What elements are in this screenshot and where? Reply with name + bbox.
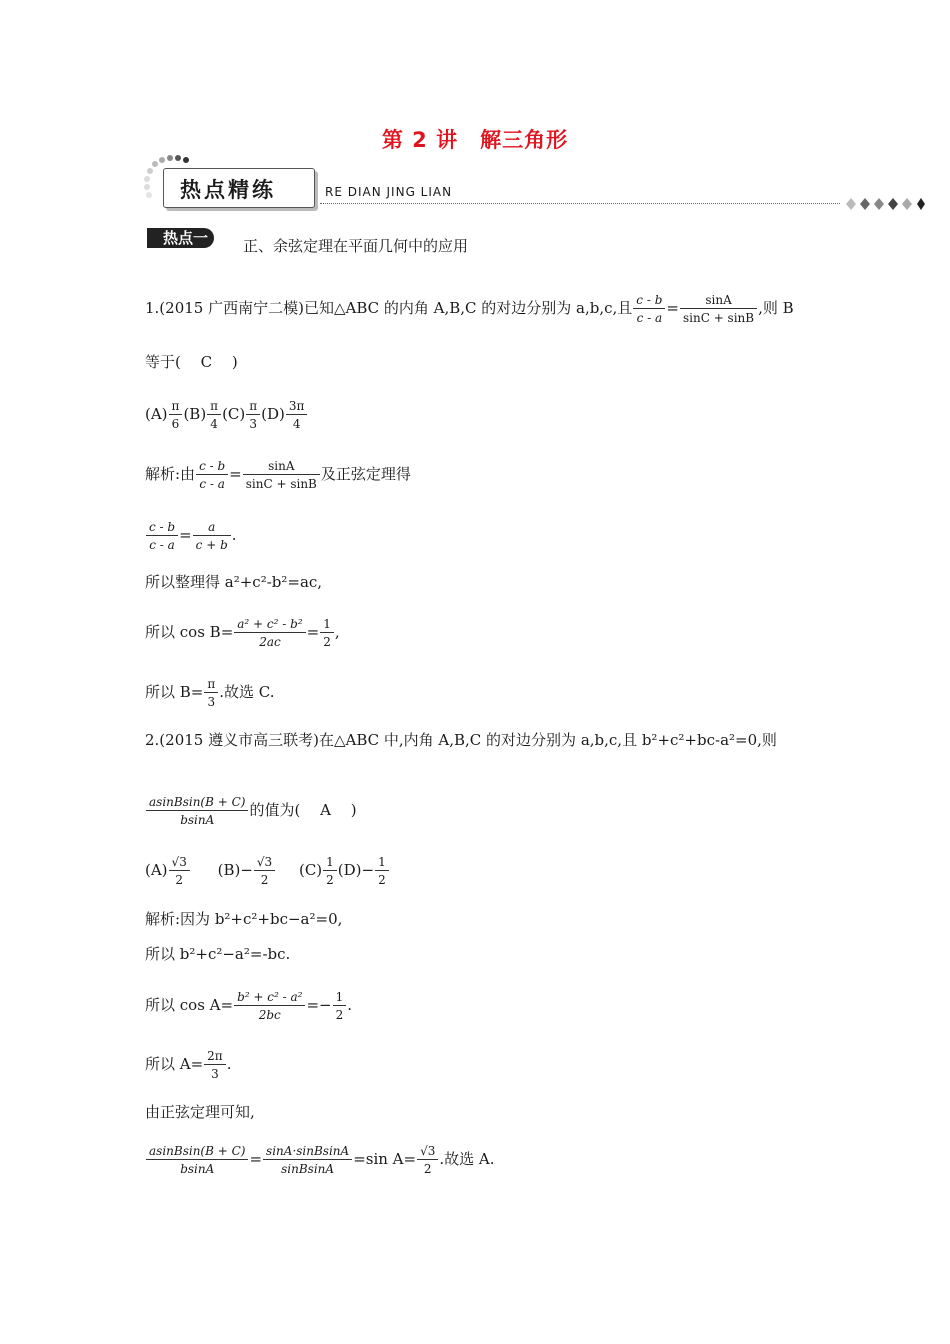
q2-solution-6: $\frac{\text{asinBsin(B + C)}}{bsinA}$ = $\frac{\text{sinA·sinBsinA}}{\text{sinBsinA}}$ =sin A= $\frac{√3}{2}$ .故选 A.	[145, 1144, 495, 1176]
q2-options: (A) $\frac{√3}{2}$ (B)− $\frac{√3}{2}$ (C) $\frac{1}{2}$ (D)− $\frac{1}{2}$	[145, 855, 390, 887]
q1-solution-2: $\frac{c - b}{c - a}$ = $\frac{a}{c + b}$ .	[145, 520, 237, 552]
q1-solution-4: 所以 cos B= $\frac{\text{a² + c² - b²}}{2ac}$ = $\frac{1}{2}$ ,	[145, 617, 340, 649]
q2-solution-1: 解析:因为 b²+c²+bc−a²=0,	[145, 910, 343, 928]
q1-options: (A) $\frac{\pi}{6}$ (B) $\frac{\pi}{4}$ (C) $\frac{\pi}{3}$ (D) $\frac{3\pi}{4}$	[145, 399, 308, 431]
page-title: 第 2 讲 解三角形	[381, 128, 569, 152]
banner-divider	[320, 203, 840, 204]
banner-pinyin: RE DIAN JING LIAN	[325, 185, 453, 199]
banner-label: 热点精练	[180, 178, 276, 202]
q2-solution-5: 由正弦定理可知,	[145, 1103, 255, 1121]
q2-stem-2: $\frac{\text{asinBsin(B + C)}}{bsinA}$ 的值为( A )	[145, 795, 357, 827]
q2-solution-3: 所以 cos A= $\frac{\text{b² + c² - a²}}{2bc}$ =− $\frac{1}{2}$ .	[145, 990, 352, 1022]
q1-solution-1: 解析:由 $\frac{c - b}{c - a}$ = $\frac{\sin A}{\sin C + \sin B}$ 及正弦定理得	[145, 459, 411, 491]
q2-solution-4: 所以 A= $\frac{2\pi}{3}$ .	[145, 1049, 232, 1081]
diamond-row-icon	[845, 197, 925, 211]
q1-solution-5: 所以 B= $\frac{\pi}{3}$ .故选 C.	[145, 677, 275, 709]
q1-solution-3: 所以整理得 a²+c²-b²=ac,	[145, 573, 323, 591]
hotspot-title: 正、余弦定理在平面几何中的应用	[243, 237, 469, 255]
q1-stem-end: 等于( C )	[145, 353, 238, 371]
q2-stem: 2.(2015 遵义市高三联考)在△ABC 中,内角 A,B,C 的对边分别为 a,b,c,且 b²+c²+bc-a²=0,则	[145, 731, 777, 749]
q2-solution-2: 所以 b²+c²−a²=-bc.	[145, 945, 291, 963]
hotspot-tag: 热点一	[147, 228, 214, 248]
q1-stem: 1.(2015 广西南宁二模)已知△ABC 的内角 A,B,C 的对边分别为 a,b,c,且 $\frac{c - b}{c - a}$ = $\frac{\sin A}{\sin C + \sin B}$ ,则 B	[145, 293, 794, 325]
